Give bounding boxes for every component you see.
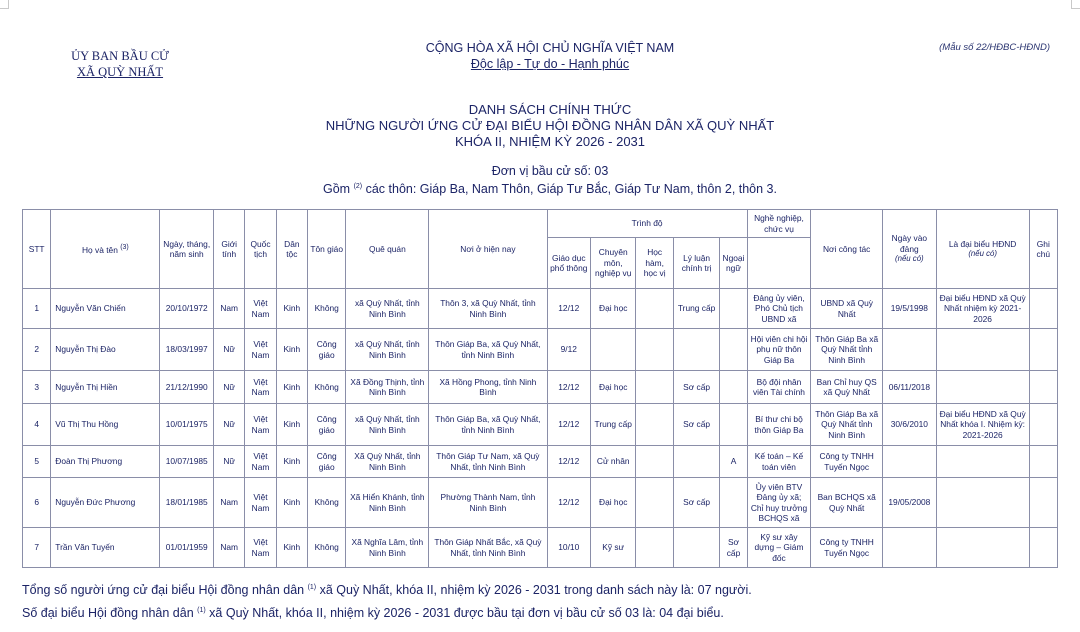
document-title [240, 102, 860, 150]
col-header-language: Ngoại ngữ [720, 238, 747, 289]
cell-stt: 1 [23, 289, 51, 329]
footer-line-2-a: Số đại biểu Hội đồng nhân dân [22, 606, 198, 620]
cell-dob: 20/10/1972 [160, 289, 214, 329]
cell-delegate: Đại biểu HĐND xã Quỳ Nhất nhiệm kỳ 2021-2026 [936, 289, 1029, 329]
cell-ethnicity: Kinh [276, 528, 307, 568]
cell-religion: Không [308, 528, 346, 568]
authority-line-1: ỦY BAN BẦU CỬ [71, 49, 169, 63]
cell-academic [636, 289, 673, 329]
cell-political: Sơ cấp [673, 478, 719, 528]
electoral-unit-info [240, 164, 860, 197]
footnote-ref: (3) [120, 243, 129, 251]
cell-notes [1029, 446, 1057, 478]
party-date-label: Ngày vào đảng [891, 233, 928, 254]
cell-hometown: Xã Đồng Thịnh, tỉnh Ninh Bình [346, 371, 429, 404]
cell-name: Đoàn Thị Phương [51, 446, 160, 478]
cell-language [720, 371, 747, 404]
authority-line-2: XÃ QUỲ NHẤT [76, 65, 164, 79]
cell-dob: 01/01/1959 [160, 528, 214, 568]
footer-line-1-b: xã Quỳ Nhất, khóa II, nhiệm kỳ 2026 - 2031 trong danh sách này là: 07 người. [316, 583, 752, 597]
cell-occupation: Ủy viên BTV Đảng ủy xã; Chỉ huy trưởng BCHQS xã [747, 478, 811, 528]
title-line-3: KHÓA II, NHIỆM KỲ 2026 - 2031 [454, 134, 646, 149]
cell-delegate [936, 446, 1029, 478]
cell-party-date: 19/5/1998 [883, 289, 937, 329]
cell-academic [636, 329, 673, 371]
cell-workplace: Thôn Giáp Ba xã Quỳ Nhất tỉnh Ninh Bình [811, 329, 883, 371]
unit-number: Đơn vị bầu cử số: 03 [491, 164, 609, 178]
col-header-dob: Ngày, tháng, năm sinh [160, 210, 214, 289]
cell-religion: Không [308, 478, 346, 528]
cell-professional: Trung cấp [590, 404, 635, 446]
cell-dob: 21/12/1990 [160, 371, 214, 404]
cell-gender: Nam [214, 289, 245, 329]
col-header-occupation-sub [747, 238, 811, 289]
cell-ethnicity: Kinh [276, 478, 307, 528]
cell-nationality: Việt Nam [245, 289, 276, 329]
cell-residence: Thôn Giáp Tư Nam, xã Quỳ Nhất, tỉnh Ninh Bình [429, 446, 547, 478]
cell-stt: 5 [23, 446, 51, 478]
cell-dob: 18/03/1997 [160, 329, 214, 371]
table-row [23, 289, 1058, 329]
page-corner-mark-right [1071, 0, 1080, 9]
cell-workplace: Công ty TNHH Tuyến Ngọc [811, 446, 883, 478]
cell-name: Nguyễn Đức Phương [51, 478, 160, 528]
cell-ethnicity: Kinh [276, 329, 307, 371]
cell-occupation: Bí thư chi bộ thôn Giáp Ba [747, 404, 811, 446]
col-header-party-date [883, 210, 937, 289]
cell-delegate [936, 329, 1029, 371]
col-header-education: Trình độ [547, 210, 747, 238]
cell-nationality: Việt Nam [245, 446, 276, 478]
cell-academic [636, 404, 673, 446]
cell-general-edu: 12/12 [547, 289, 590, 329]
cell-political [673, 329, 719, 371]
cell-professional: Đại học [590, 478, 635, 528]
cell-political: Trung cấp [673, 289, 719, 329]
cell-notes [1029, 478, 1057, 528]
title-line-1: DANH SÁCH CHÍNH THỨC [468, 102, 632, 117]
cell-residence: Thôn Giáp Ba, xã Quỳ Nhất, tỉnh Ninh Bình [429, 404, 547, 446]
cell-professional: Đại học [590, 371, 635, 404]
cell-hometown: Xã Quỳ Nhất, tỉnh Ninh Bình [346, 446, 429, 478]
cell-occupation: Kỹ sư xây dựng – Giám đốc [747, 528, 811, 568]
cell-stt: 3 [23, 371, 51, 404]
cell-name: Nguyễn Thị Đào [51, 329, 160, 371]
cell-gender: Nữ [214, 404, 245, 446]
cell-party-date [883, 329, 937, 371]
cell-nationality: Việt Nam [245, 329, 276, 371]
form-number: (Mẫu số 22/HĐBC-HĐND) [939, 42, 1050, 53]
table-row [23, 446, 1058, 478]
nation-motto: Độc lập - Tự do - Hạnh phúc [470, 57, 630, 71]
cell-religion: Không [308, 371, 346, 404]
cell-academic [636, 446, 673, 478]
col-header-religion: Tôn giáo [308, 210, 346, 289]
cell-hometown: Xã Hiển Khánh, tỉnh Ninh Bình [346, 478, 429, 528]
cell-language: A [720, 446, 747, 478]
col-header-academic: Học hàm, học vị [636, 238, 673, 289]
cell-name: Nguyễn Thị Hiền [51, 371, 160, 404]
nation-name: CỘNG HÒA XÃ HỘI CHỦ NGHĨA VIỆT NAM [425, 41, 675, 55]
cell-religion: Không [308, 289, 346, 329]
cell-delegate [936, 371, 1029, 404]
cell-gender: Nam [214, 528, 245, 568]
cell-name: Vũ Thị Thu Hồng [51, 404, 160, 446]
footnote-ref: (2) [353, 183, 363, 190]
cell-stt: 6 [23, 478, 51, 528]
cell-ethnicity: Kinh [276, 446, 307, 478]
cell-academic [636, 478, 673, 528]
cell-nationality: Việt Nam [245, 371, 276, 404]
cell-notes [1029, 329, 1057, 371]
national-motto [360, 40, 740, 72]
cell-workplace: Thôn Giáp Ba xã Quỳ Nhất tỉnh Ninh Bình [811, 404, 883, 446]
cell-political [673, 528, 719, 568]
cell-language [720, 478, 747, 528]
cell-stt: 7 [23, 528, 51, 568]
cell-hometown: Xã Nghĩa Lâm, tỉnh Ninh Bình [346, 528, 429, 568]
cell-gender: Nam [214, 478, 245, 528]
table-row [23, 404, 1058, 446]
cell-political: Sơ cấp [673, 404, 719, 446]
cell-ethnicity: Kinh [276, 289, 307, 329]
cell-academic [636, 371, 673, 404]
cell-workplace: UBND xã Quỳ Nhất [811, 289, 883, 329]
cell-notes [1029, 404, 1057, 446]
col-header-residence: Nơi ở hiện nay [429, 210, 547, 289]
cell-ethnicity: Kinh [276, 371, 307, 404]
cell-notes [1029, 528, 1057, 568]
col-header-political: Lý luận chính trị [673, 238, 719, 289]
cell-gender: Nữ [214, 446, 245, 478]
cell-residence: Phường Thành Nam, tỉnh Ninh Bình [429, 478, 547, 528]
cell-name: Nguyễn Văn Chiến [51, 289, 160, 329]
footnote-ref: (1) [197, 606, 206, 614]
col-header-ethnicity: Dân tộc [276, 210, 307, 289]
cell-stt: 2 [23, 329, 51, 371]
cell-delegate [936, 528, 1029, 568]
footer-line-2-b: xã Quỳ Nhất, khóa II, nhiệm kỳ 2026 - 2031 được bầu tại đơn vị bầu cử số 03 là: 04 đại biểu. [205, 606, 724, 620]
cell-political: Sơ cấp [673, 371, 719, 404]
footnote-ref: (1) [307, 583, 317, 591]
col-header-professional: Chuyên môn, nghiệp vụ [590, 238, 635, 289]
col-header-stt: STT [23, 210, 51, 289]
cell-occupation: Kế toán – Kế toán viên [747, 446, 811, 478]
cell-religion: Công giáo [308, 446, 346, 478]
col-header-workplace: Nơi công tác [811, 210, 883, 289]
cell-notes [1029, 289, 1057, 329]
cell-workplace: Ban Chỉ huy QS xã Quỳ Nhất [811, 371, 883, 404]
cell-general-edu: 12/12 [547, 404, 590, 446]
table-row [23, 528, 1058, 568]
col-header-name [51, 210, 160, 289]
cell-party-date [883, 446, 937, 478]
cell-language [720, 289, 747, 329]
cell-party-date [883, 528, 937, 568]
footer-delegates-elected [22, 606, 724, 620]
cell-occupation: Đảng ủy viên, Phó Chủ tịch UBND xã [747, 289, 811, 329]
cell-academic [636, 528, 673, 568]
cell-dob: 10/01/1975 [160, 404, 214, 446]
cell-language [720, 329, 747, 371]
cell-party-date: 06/11/2018 [883, 371, 937, 404]
cell-professional: Đại học [590, 289, 635, 329]
footer-line-1-a: Tổng số người ứng cử đại biểu Hội đồng nhân dân [22, 583, 308, 597]
cell-hometown: xã Quỳ Nhất, tỉnh Ninh Bình [346, 329, 429, 371]
footer-total-candidates [22, 583, 752, 597]
cell-gender: Nữ [214, 329, 245, 371]
cell-general-edu: 12/12 [547, 478, 590, 528]
delegate-note: (nếu có) [968, 249, 997, 258]
cell-occupation: Bộ đội nhân viên Tài chính [747, 371, 811, 404]
cell-political [673, 446, 719, 478]
page-corner-mark-left [0, 0, 9, 9]
col-header-hometown: Quê quán [346, 210, 429, 289]
col-header-nationality: Quốc tịch [245, 210, 276, 289]
cell-religion: Công giáo [308, 404, 346, 446]
cell-professional: Kỹ sư [590, 528, 635, 568]
cell-general-edu: 12/12 [547, 446, 590, 478]
cell-general-edu: 9/12 [547, 329, 590, 371]
table-row [23, 478, 1058, 528]
cell-language [720, 404, 747, 446]
table-row [23, 371, 1058, 404]
cell-dob: 18/01/1985 [160, 478, 214, 528]
cell-name: Trần Văn Tuyến [51, 528, 160, 568]
cell-delegate [936, 478, 1029, 528]
col-header-notes: Ghi chú [1029, 210, 1057, 289]
cell-gender: Nữ [214, 371, 245, 404]
cell-party-date: 19/05/2008 [883, 478, 937, 528]
cell-general-edu: 10/10 [547, 528, 590, 568]
cell-general-edu: 12/12 [547, 371, 590, 404]
cell-occupation: Hội viên chi hội phụ nữ thôn Giáp Ba [747, 329, 811, 371]
cell-ethnicity: Kinh [276, 404, 307, 446]
cell-workplace: Công ty TNHH Tuyến Ngọc [811, 528, 883, 568]
cell-notes [1029, 371, 1057, 404]
cell-hometown: xã Quỳ Nhất, tỉnh Ninh Bình [346, 289, 429, 329]
cell-nationality: Việt Nam [245, 478, 276, 528]
col-header-occupation: Nghề nghiệp, chức vụ [747, 210, 811, 238]
col-header-delegate [936, 210, 1029, 289]
candidate-table [22, 209, 1058, 568]
party-date-note: (nếu có) [895, 254, 924, 264]
cell-professional: Cử nhân [590, 446, 635, 478]
cell-religion: Công giáo [308, 329, 346, 371]
delegate-label: Là đại biểu HĐND [948, 238, 1017, 249]
col-header-general-edu: Giáo dục phổ thông [547, 238, 590, 289]
issuing-authority [40, 48, 200, 80]
cell-nationality: Việt Nam [245, 404, 276, 446]
unit-villages-list: các thôn: Giáp Ba, Nam Thôn, Giáp Tư Bắc, Giáp Tư Nam, thôn 2, thôn 3. [362, 182, 777, 197]
cell-nationality: Việt Nam [245, 528, 276, 568]
cell-hometown: xã Quỳ Nhất, tỉnh Ninh Bình [346, 404, 429, 446]
title-line-2: NHỮNG NGƯỜI ỨNG CỬ ĐẠI BIỂU HỘI ĐỒNG NHÂN DÂN XÃ QUỲ NHẤT [325, 118, 775, 133]
cell-residence: Xã Hồng Phong, tỉnh Ninh Bình [429, 371, 547, 404]
unit-villages [240, 179, 860, 197]
cell-delegate: Đại biểu HĐND xã Quỳ Nhất khóa I. Nhiệm kỳ: 2021-2026 [936, 404, 1029, 446]
cell-stt: 4 [23, 404, 51, 446]
cell-residence: Thôn 3, xã Quỳ Nhất, tỉnh Ninh Bình [429, 289, 547, 329]
unit-villages-prefix: Gồm [322, 182, 351, 197]
col-header-name-text: Họ và tên [82, 244, 118, 255]
cell-professional [590, 329, 635, 371]
cell-party-date: 30/6/2010 [883, 404, 937, 446]
cell-language: Sơ cấp [720, 528, 747, 568]
cell-workplace: Ban BCHQS xã Quỳ Nhất [811, 478, 883, 528]
cell-residence: Thôn Giáp Ba, xã Quỳ Nhất, tỉnh Ninh Bình [429, 329, 547, 371]
col-header-gender: Giới tính [214, 210, 245, 289]
table-row [23, 329, 1058, 371]
cell-dob: 10/07/1985 [160, 446, 214, 478]
cell-residence: Thôn Giáp Nhất Bắc, xã Quỳ Nhất, tỉnh Ninh Bình [429, 528, 547, 568]
